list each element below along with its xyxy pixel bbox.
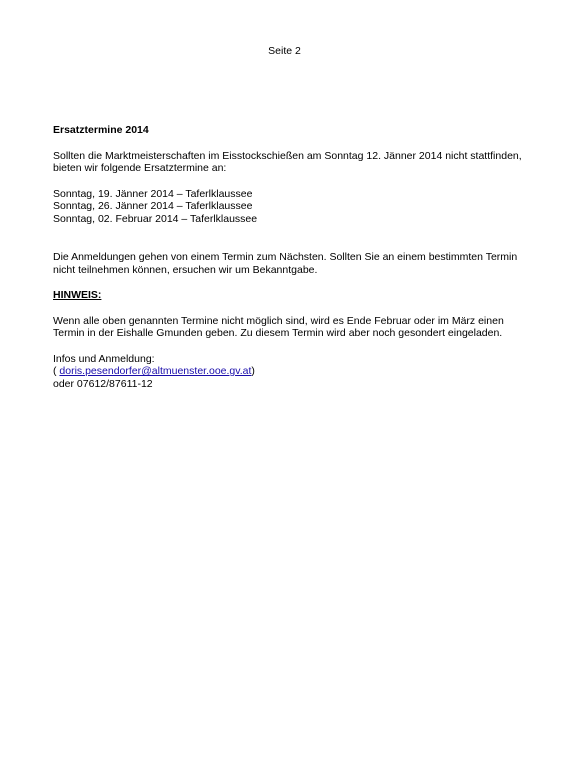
spacer — [53, 175, 553, 188]
intro-line-2: bieten wir folgende Ersatztermine an: — [53, 162, 227, 174]
spacer — [53, 276, 553, 289]
notice-line-2: Termin in der Eishalle Gmunden geben. Zu diesem Termin wird aber noch gesondert eingeladen. — [53, 327, 503, 339]
contact-label: Infos und Anmeldung: — [53, 352, 155, 365]
date-item-1: Sonntag, 19. Jänner 2014 – Taferlklaussee — [53, 187, 253, 200]
spacer — [53, 340, 553, 353]
registration-line-2: nicht teilnehmen können, ersuchen wir um Bekanntgabe. — [53, 263, 318, 276]
contact-email-line — [53, 365, 553, 378]
open-paren: ( — [53, 365, 60, 377]
notice-line-1: Wenn alle oben genannten Termine nicht möglich sind, wird es Ende Februar oder im März einen — [53, 314, 504, 327]
close-paren: ) — [251, 365, 255, 377]
email-link[interactable]: doris.pesendorfer@altmuenster.ooe.gv.at — [59, 365, 252, 377]
section-title: Ersatztermine 2014 — [53, 124, 149, 136]
page-number: Seite 2 — [268, 45, 301, 57]
document-body — [53, 124, 553, 390]
spacer — [53, 137, 553, 150]
contact-phone: oder 07612/87611-12 — [53, 377, 153, 390]
date-item-2: Sonntag, 26. Jänner 2014 – Taferlklaussee — [53, 200, 253, 212]
notice-label: HINWEIS: — [53, 289, 102, 301]
date-item-3: Sonntag, 02. Februar 2014 – Taferlklaussee — [53, 212, 258, 225]
registration-line-1: Die Anmeldungen gehen von einem Termin zum Nächsten. Sollten Sie an einem bestimmten Termin — [53, 251, 518, 263]
intro-line-1: Sollten die Marktmeisterschaften im Eisstockschießen am Sonntag 12. Jänner 2014 nicht stattfinden, — [53, 149, 522, 162]
spacer — [53, 225, 553, 251]
spacer — [53, 302, 553, 315]
